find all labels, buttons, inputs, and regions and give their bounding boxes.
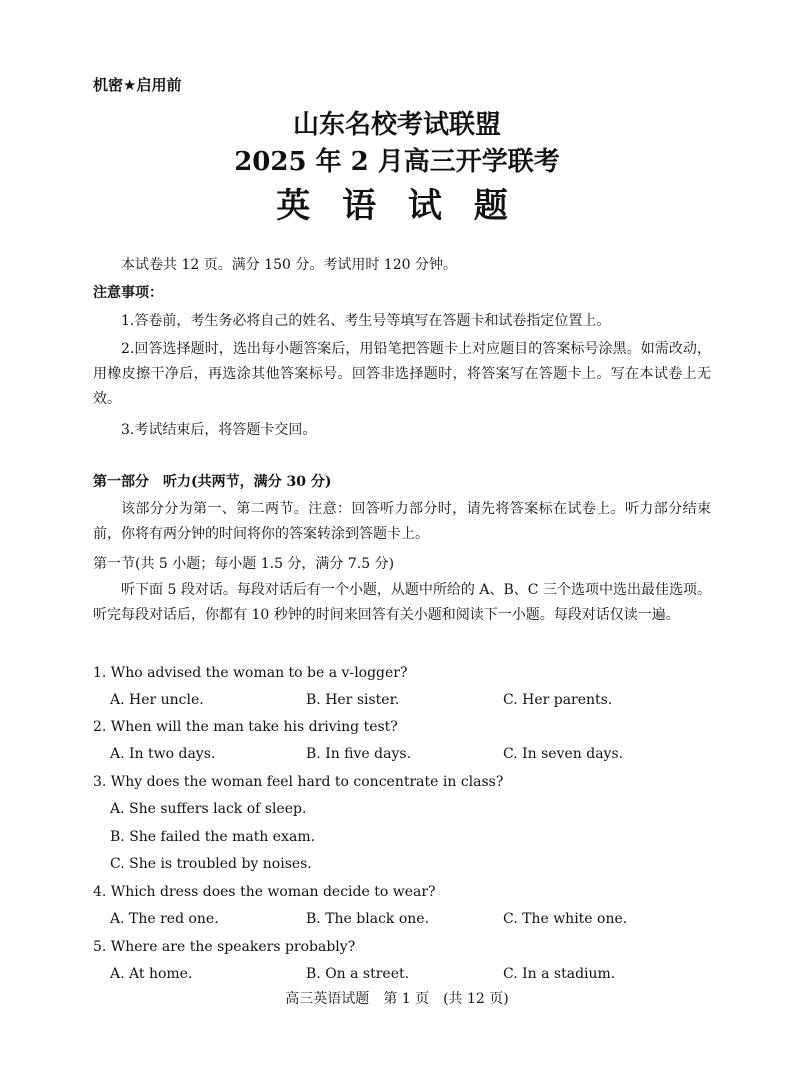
option-a: A. She suffers lack of sleep. xyxy=(110,801,307,817)
option-a: A. In two days. xyxy=(110,746,216,762)
question-stem: 1. Who advised the woman to be a v-logger? xyxy=(93,665,408,681)
note-item: 1.答卷前，考生务必将自己的姓名、考生号等填写在答题卡和试卷指定位置上。 xyxy=(121,313,611,329)
section1-title: 第一节(共 5 小题；每小题 1.5 分，满分 7.5 分) xyxy=(93,556,395,572)
option-c: C. She is troubled by noises. xyxy=(110,856,312,872)
organization-title: 山东名校考试联盟 xyxy=(292,110,501,140)
option-b: B. In five days. xyxy=(306,746,412,762)
part1-title: 第一部分 听力(共两节，满分 30 分) xyxy=(93,474,332,490)
option-a: A. Her uncle. xyxy=(110,692,204,708)
notes-title: 注意事项： xyxy=(93,285,163,301)
option-b: B. Her sister. xyxy=(306,692,400,708)
option-c: C. Her parents. xyxy=(503,692,613,708)
option-c: C. In seven days. xyxy=(503,746,624,762)
option-b: B. She failed the math exam. xyxy=(110,829,316,845)
question-stem: 4. Which dress does the woman decide to wear? xyxy=(93,884,436,900)
question-stem: 5. Where are the speakers probably? xyxy=(93,939,356,955)
option-c: C. In a stadium. xyxy=(503,966,616,982)
subject-title: 英 语 试 题 xyxy=(276,186,518,226)
option-b: B. The black one. xyxy=(306,911,430,927)
exam-title: 2025 年 2 月高三开学联考 xyxy=(234,147,560,177)
option-a: A. At home. xyxy=(110,966,193,982)
note-item: 3.考试结束后，将答题卡交回。 xyxy=(121,422,317,438)
option-b: B. On a street. xyxy=(306,966,410,982)
page-footer: 高三英语试题 第 1 页 (共 12 页) xyxy=(285,991,509,1007)
option-a: A. The red one. xyxy=(110,911,219,927)
question-stem: 3. Why does the woman feel hard to concentrate in class? xyxy=(93,774,504,790)
section1-description: 听下面 5 段对话。每段对话后有一个小题，从题中所给的 A、B、C 三个选项中选出最佳选项。听完每段对话后，你都有 10 秒钟的时间来回答有关小题和阅读下一小题。每段对话仅读一遍。 xyxy=(93,582,711,623)
confidential-label: 机密★启用前 xyxy=(93,76,182,94)
question-stem: 2. When will the man take his driving test? xyxy=(93,719,398,735)
note-item: 2.回答选择题时，选出每小题答案后，用铅笔把答题卡上对应题目的答案标号涂黑。如需改动，用橡皮擦干净后，再选涂其他答案标号。回答非选择题时，将答案写在答题卡上。写在本试卷上无效。 xyxy=(93,341,711,407)
part1-description: 该部分分为第一、第二两节。注意：回答听力部分时，请先将答案标在试卷上。听力部分结束前，你将有两分钟的时间将你的答案转涂到答题卡上。 xyxy=(93,501,711,542)
option-c: C. The white one. xyxy=(503,911,628,927)
exam-summary: 本试卷共 12 页。满分 150 分。考试用时 120 分钟。 xyxy=(121,257,457,273)
